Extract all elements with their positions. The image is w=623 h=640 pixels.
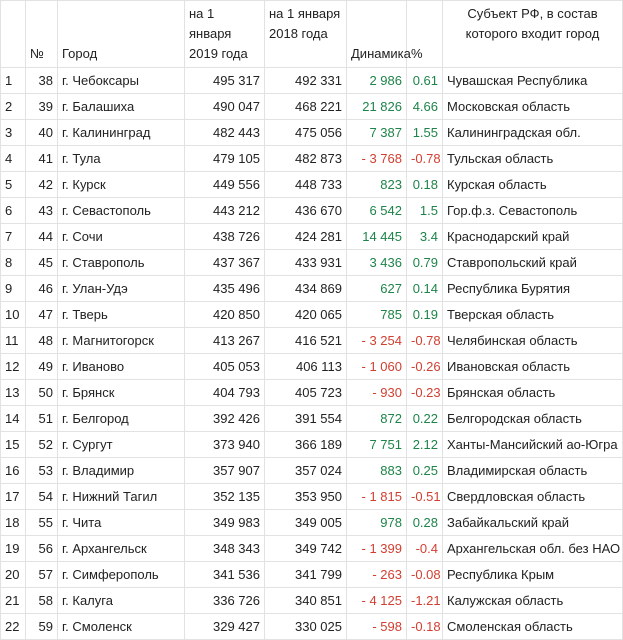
pop-2018-cell[interactable]: 357 024 [265, 458, 347, 484]
number-cell[interactable]: 39 [26, 94, 58, 120]
number-cell[interactable]: 52 [26, 432, 58, 458]
subject-cell[interactable]: Владимирская область [443, 458, 623, 484]
pop-2018-cell[interactable]: 340 851 [265, 588, 347, 614]
subject-cell[interactable]: Московская область [443, 94, 623, 120]
rank-cell[interactable]: 3 [1, 120, 26, 146]
pop-2019-cell[interactable]: 449 556 [185, 172, 265, 198]
pop-2018-cell[interactable]: 341 799 [265, 562, 347, 588]
rank-cell[interactable]: 7 [1, 224, 26, 250]
table-row [1, 250, 623, 276]
percent-cell[interactable]: -0.78 [407, 328, 443, 354]
table-row [1, 94, 623, 120]
subject-cell[interactable]: Челябинская область [443, 328, 623, 354]
percent-cell[interactable]: 0.19 [407, 302, 443, 328]
number-cell[interactable]: 40 [26, 120, 58, 146]
pop-2018-cell[interactable]: 349 005 [265, 510, 347, 536]
pop-2019-cell[interactable]: 482 443 [185, 120, 265, 146]
rank-cell[interactable]: 8 [1, 250, 26, 276]
table-row [1, 588, 623, 614]
table-row [1, 276, 623, 302]
city-cell[interactable]: г. Тула [58, 146, 185, 172]
table-row [1, 302, 623, 328]
subject-cell[interactable]: Смоленская область [443, 614, 623, 640]
pop-2019-cell[interactable]: 392 426 [185, 406, 265, 432]
city-cell[interactable]: г. Сургут [58, 432, 185, 458]
table-row [1, 198, 623, 224]
dynamics-cell[interactable]: - 263 [347, 562, 407, 588]
number-cell[interactable]: 50 [26, 380, 58, 406]
table-row [1, 68, 623, 94]
rank-cell[interactable]: 19 [1, 536, 26, 562]
subject-cell[interactable]: Чувашская Республика [443, 68, 623, 94]
dynamics-cell[interactable]: 883 [347, 458, 407, 484]
dynamics-cell[interactable]: - 1 815 [347, 484, 407, 510]
table-row [1, 510, 623, 536]
percent-cell[interactable]: -0.18 [407, 614, 443, 640]
header-dynamics[interactable]: Динамика [347, 1, 407, 68]
table-row [1, 458, 623, 484]
pop-2018-cell[interactable]: 482 873 [265, 146, 347, 172]
percent-cell[interactable]: 0.25 [407, 458, 443, 484]
city-cell[interactable]: г. Владимир [58, 458, 185, 484]
table-row [1, 328, 623, 354]
number-cell[interactable]: 42 [26, 172, 58, 198]
pop-2019-cell[interactable]: 435 496 [185, 276, 265, 302]
number-cell[interactable]: 48 [26, 328, 58, 354]
city-cell[interactable]: г. Калуга [58, 588, 185, 614]
percent-cell[interactable]: -0.78 [407, 146, 443, 172]
rank-cell[interactable]: 20 [1, 562, 26, 588]
city-cell[interactable]: г. Нижний Тагил [58, 484, 185, 510]
city-cell[interactable]: г. Балашиха [58, 94, 185, 120]
pop-2018-cell[interactable]: 436 670 [265, 198, 347, 224]
percent-cell[interactable]: 4.66 [407, 94, 443, 120]
rank-cell[interactable]: 2 [1, 94, 26, 120]
city-cell[interactable]: г. Смоленск [58, 614, 185, 640]
pop-2018-cell[interactable]: 475 056 [265, 120, 347, 146]
dynamics-cell[interactable]: 627 [347, 276, 407, 302]
pop-2018-cell[interactable]: 424 281 [265, 224, 347, 250]
pop-2019-cell[interactable]: 357 907 [185, 458, 265, 484]
rank-cell[interactable]: 1 [1, 68, 26, 94]
percent-cell[interactable]: 1.55 [407, 120, 443, 146]
subject-cell[interactable]: Забайкальский край [443, 510, 623, 536]
pop-2018-cell[interactable]: 416 521 [265, 328, 347, 354]
subject-cell[interactable]: Калужская область [443, 588, 623, 614]
number-cell[interactable]: 53 [26, 458, 58, 484]
table-row [1, 484, 623, 510]
pop-2019-cell[interactable]: 349 983 [185, 510, 265, 536]
header-pop-2019[interactable] [185, 1, 265, 68]
dynamics-cell[interactable]: 3 436 [347, 250, 407, 276]
dynamics-cell[interactable]: - 930 [347, 380, 407, 406]
subject-cell[interactable]: Свердловская область [443, 484, 623, 510]
rank-cell[interactable]: 21 [1, 588, 26, 614]
rank-cell[interactable]: 16 [1, 458, 26, 484]
city-cell[interactable]: г. Курск [58, 172, 185, 198]
table-row [1, 406, 623, 432]
number-cell[interactable]: 45 [26, 250, 58, 276]
rank-cell[interactable]: 4 [1, 146, 26, 172]
pop-2018-cell[interactable]: 330 025 [265, 614, 347, 640]
percent-cell[interactable]: -0.51 [407, 484, 443, 510]
percent-cell[interactable]: 0.61 [407, 68, 443, 94]
percent-cell[interactable]: -0.23 [407, 380, 443, 406]
number-cell[interactable]: 54 [26, 484, 58, 510]
dynamics-cell[interactable]: 823 [347, 172, 407, 198]
pop-2018-cell[interactable]: 433 931 [265, 250, 347, 276]
pop-2018-cell[interactable]: 492 331 [265, 68, 347, 94]
dynamics-cell[interactable]: 2 986 [347, 68, 407, 94]
pop-2019-cell[interactable]: 405 053 [185, 354, 265, 380]
subject-cell[interactable]: Белгородская область [443, 406, 623, 432]
subject-cell[interactable]: Курская область [443, 172, 623, 198]
rank-cell[interactable]: 13 [1, 380, 26, 406]
number-cell[interactable]: 57 [26, 562, 58, 588]
rank-cell[interactable]: 9 [1, 276, 26, 302]
table-row [1, 432, 623, 458]
table-row [1, 536, 623, 562]
rank-cell[interactable]: 22 [1, 614, 26, 640]
subject-cell[interactable]: Ивановская область [443, 354, 623, 380]
dynamics-cell[interactable]: - 4 125 [347, 588, 407, 614]
table-row [1, 172, 623, 198]
pop-2018-cell[interactable]: 349 742 [265, 536, 347, 562]
table-row [1, 120, 623, 146]
percent-cell[interactable]: 0.18 [407, 172, 443, 198]
number-cell[interactable]: 44 [26, 224, 58, 250]
rank-cell[interactable]: 10 [1, 302, 26, 328]
percent-cell[interactable]: 0.79 [407, 250, 443, 276]
header-rank[interactable] [1, 1, 26, 68]
pop-2019-cell[interactable]: 404 793 [185, 380, 265, 406]
table-row [1, 224, 623, 250]
subject-cell[interactable]: Республика Крым [443, 562, 623, 588]
city-cell[interactable]: г. Калининград [58, 120, 185, 146]
percent-cell[interactable]: 0.28 [407, 510, 443, 536]
rank-cell[interactable]: 6 [1, 198, 26, 224]
pop-2019-cell[interactable]: 443 212 [185, 198, 265, 224]
pop-2019-cell[interactable]: 479 105 [185, 146, 265, 172]
city-cell[interactable]: г. Тверь [58, 302, 185, 328]
pop-2018-cell[interactable]: 391 554 [265, 406, 347, 432]
city-cell[interactable]: г. Улан-Удэ [58, 276, 185, 302]
header-subject[interactable]: Субъект РФ, в состав которого входит город [443, 1, 623, 68]
number-cell[interactable]: 46 [26, 276, 58, 302]
dynamics-cell[interactable]: - 598 [347, 614, 407, 640]
number-cell[interactable]: 56 [26, 536, 58, 562]
rank-cell[interactable]: 15 [1, 432, 26, 458]
number-cell[interactable]: 41 [26, 146, 58, 172]
number-cell[interactable]: 58 [26, 588, 58, 614]
number-cell[interactable]: 38 [26, 68, 58, 94]
subject-cell[interactable]: Краснодарский край [443, 224, 623, 250]
header-pop-2018-label: на 1 января 2018 года [269, 6, 341, 41]
subject-cell[interactable]: Архангельская обл. без НАО [443, 536, 623, 562]
city-cell[interactable]: г. Брянск [58, 380, 185, 406]
city-cell[interactable]: г. Ставрополь [58, 250, 185, 276]
number-cell[interactable]: 49 [26, 354, 58, 380]
city-cell[interactable]: г. Магнитогорск [58, 328, 185, 354]
city-cell[interactable]: г. Чебоксары [58, 68, 185, 94]
subject-cell[interactable]: Брянская область [443, 380, 623, 406]
dynamics-cell[interactable]: - 3 768 [347, 146, 407, 172]
pop-2019-cell[interactable]: 329 427 [185, 614, 265, 640]
table-row [1, 146, 623, 172]
header-percent[interactable]: % [407, 1, 443, 68]
rank-cell[interactable]: 17 [1, 484, 26, 510]
percent-cell[interactable]: 0.22 [407, 406, 443, 432]
pop-2019-cell[interactable]: 341 536 [185, 562, 265, 588]
table-row [1, 354, 623, 380]
pop-2018-cell[interactable]: 366 189 [265, 432, 347, 458]
percent-cell[interactable]: -0.4 [407, 536, 443, 562]
city-cell[interactable]: г. Чита [58, 510, 185, 536]
dynamics-cell[interactable]: 6 542 [347, 198, 407, 224]
header-city[interactable]: Город [58, 1, 185, 68]
dynamics-cell[interactable]: 7 387 [347, 120, 407, 146]
pop-2018-cell[interactable]: 406 113 [265, 354, 347, 380]
pop-2018-cell[interactable]: 405 723 [265, 380, 347, 406]
dynamics-cell[interactable]: 21 826 [347, 94, 407, 120]
pop-2018-cell[interactable]: 448 733 [265, 172, 347, 198]
subject-cell[interactable]: Республика Бурятия [443, 276, 623, 302]
pop-2019-cell[interactable]: 437 367 [185, 250, 265, 276]
pop-2019-cell[interactable]: 373 940 [185, 432, 265, 458]
table-row [1, 380, 623, 406]
pop-2019-cell[interactable]: 438 726 [185, 224, 265, 250]
percent-cell[interactable]: -0.08 [407, 562, 443, 588]
dynamics-cell[interactable]: 7 751 [347, 432, 407, 458]
dynamics-cell[interactable]: 785 [347, 302, 407, 328]
city-cell[interactable]: г. Архангельск [58, 536, 185, 562]
number-cell[interactable]: 51 [26, 406, 58, 432]
subject-cell[interactable]: Ханты-Мансийский ао-Югра [443, 432, 623, 458]
rank-cell[interactable]: 14 [1, 406, 26, 432]
subject-cell[interactable]: Тульская область [443, 146, 623, 172]
subject-cell[interactable]: Ставропольский край [443, 250, 623, 276]
city-cell[interactable]: г. Сочи [58, 224, 185, 250]
subject-cell[interactable]: Гор.ф.з. Севастополь [443, 198, 623, 224]
rank-cell[interactable]: 18 [1, 510, 26, 536]
city-cell[interactable]: г. Севастополь [58, 198, 185, 224]
dynamics-cell[interactable]: 872 [347, 406, 407, 432]
number-cell[interactable]: 43 [26, 198, 58, 224]
percent-cell[interactable]: -0.26 [407, 354, 443, 380]
number-cell[interactable]: 47 [26, 302, 58, 328]
percent-cell[interactable]: 2.12 [407, 432, 443, 458]
city-cell[interactable]: г. Иваново [58, 354, 185, 380]
rank-cell[interactable]: 12 [1, 354, 26, 380]
header-number[interactable]: № [26, 1, 58, 68]
subject-cell[interactable]: Тверская область [443, 302, 623, 328]
pop-2019-cell[interactable]: 490 047 [185, 94, 265, 120]
pop-2019-cell[interactable]: 348 343 [185, 536, 265, 562]
header-pop-2018[interactable] [265, 1, 347, 68]
pop-2018-cell[interactable]: 468 221 [265, 94, 347, 120]
pop-2019-cell[interactable]: 413 267 [185, 328, 265, 354]
pop-2019-cell[interactable]: 352 135 [185, 484, 265, 510]
header-pop-2019-label: на 1 января 2019 года [189, 6, 248, 61]
percent-cell[interactable]: 1.5 [407, 198, 443, 224]
dynamics-cell[interactable]: - 1 060 [347, 354, 407, 380]
number-cell[interactable]: 59 [26, 614, 58, 640]
number-cell[interactable]: 55 [26, 510, 58, 536]
header-row [1, 1, 623, 68]
dynamics-cell[interactable]: - 3 254 [347, 328, 407, 354]
pop-2019-cell[interactable]: 336 726 [185, 588, 265, 614]
city-cell[interactable]: г. Симферополь [58, 562, 185, 588]
percent-cell[interactable]: -1.21 [407, 588, 443, 614]
pop-2018-cell[interactable]: 353 950 [265, 484, 347, 510]
table-row [1, 562, 623, 588]
pop-2018-cell[interactable]: 420 065 [265, 302, 347, 328]
rank-cell[interactable]: 5 [1, 172, 26, 198]
dynamics-cell[interactable]: 14 445 [347, 224, 407, 250]
dynamics-cell[interactable]: - 1 399 [347, 536, 407, 562]
pop-2018-cell[interactable]: 434 869 [265, 276, 347, 302]
rank-cell[interactable]: 11 [1, 328, 26, 354]
table-row [1, 614, 623, 640]
percent-cell[interactable]: 0.14 [407, 276, 443, 302]
subject-cell[interactable]: Калининградская обл. [443, 120, 623, 146]
city-cell[interactable]: г. Белгород [58, 406, 185, 432]
dynamics-cell[interactable]: 978 [347, 510, 407, 536]
pop-2019-cell[interactable]: 420 850 [185, 302, 265, 328]
pop-2019-cell[interactable]: 495 317 [185, 68, 265, 94]
percent-cell[interactable]: 3.4 [407, 224, 443, 250]
